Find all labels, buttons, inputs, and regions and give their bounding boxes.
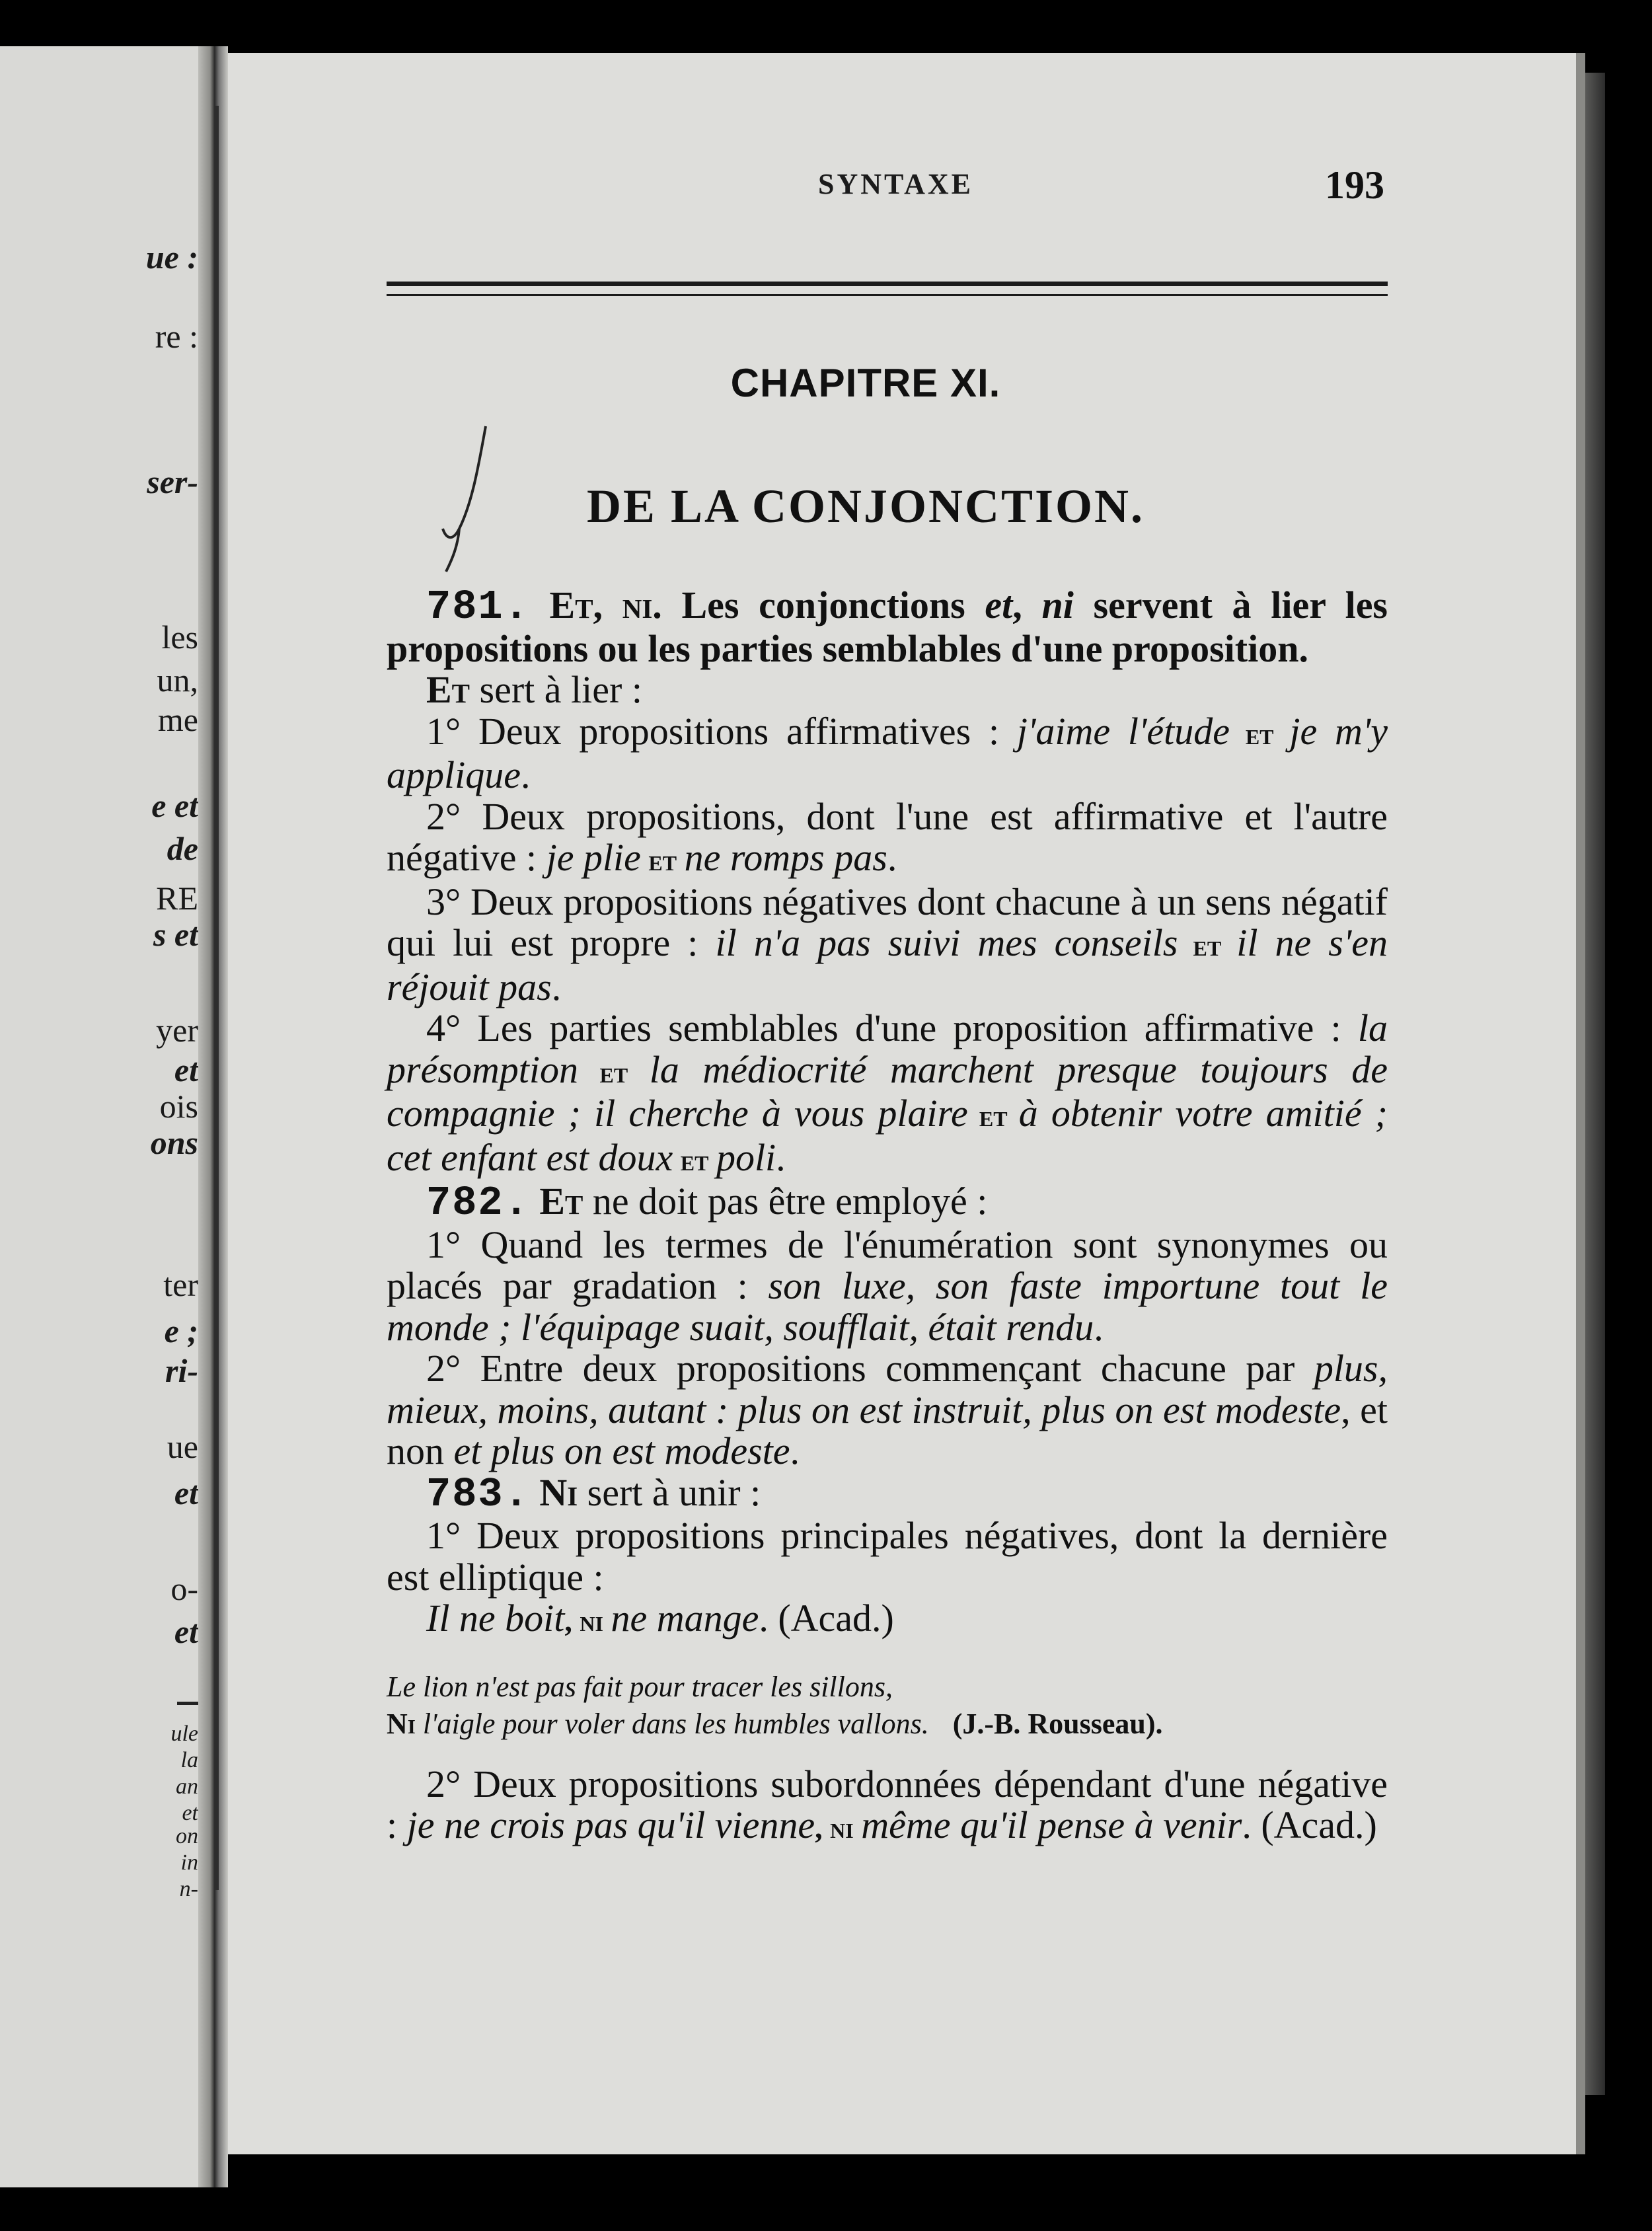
example: je m'y applique xyxy=(387,709,1388,796)
text-run: ni xyxy=(1041,584,1074,626)
text-run: sert à unir : xyxy=(578,1470,761,1514)
paragraph-number: 782. xyxy=(426,1180,530,1227)
running-head: SYNTAXE xyxy=(818,168,974,200)
facing-page-fragment: me xyxy=(157,701,198,738)
example: j'aime l'étude xyxy=(1016,709,1230,753)
small-caps-term: Et xyxy=(426,668,470,711)
verse-text: Le lion n'est pas fait pour tracer les sillons, xyxy=(387,1670,893,1703)
example: poli xyxy=(716,1135,776,1179)
item-783-1 xyxy=(387,1515,1388,1598)
verse-quotation xyxy=(387,1669,1388,1743)
item-2 xyxy=(387,796,1388,882)
paragraph-783 xyxy=(387,1472,1388,1516)
paragraph-number: 781. xyxy=(426,584,530,630)
text-run: servent à lier les propositions ou les parties semblables d'une proposition. xyxy=(387,584,1388,670)
text-run: . xyxy=(1094,1305,1104,1349)
text-run: . xyxy=(887,836,897,879)
chapter-number: CHAPITRE XI. xyxy=(730,361,1001,405)
facing-page-fragment: ons xyxy=(150,1124,198,1161)
conjunction: et xyxy=(1178,928,1237,962)
text-run: 2° Entre deux propositions commençant chacune par xyxy=(426,1347,1314,1390)
verse-line xyxy=(387,1669,1388,1706)
small-caps-term: Et xyxy=(539,1180,583,1223)
facing-page-fragment: et xyxy=(182,1801,198,1825)
small-caps-term: Ni xyxy=(539,1470,578,1514)
facing-page-fragment: et xyxy=(174,1474,198,1511)
conjunction: et xyxy=(967,1099,1019,1133)
text-run: et xyxy=(985,584,1013,626)
header-rule-thin xyxy=(387,294,1388,296)
example: Il ne boit xyxy=(426,1597,565,1640)
example: la médiocrité marchent presque toujours de compagnie ; il cherche à vous plaire xyxy=(387,1047,1388,1135)
facing-page-fragment: de xyxy=(167,830,198,867)
example: il ne s'en réjouit pas xyxy=(387,921,1388,1008)
item-4 xyxy=(387,1008,1388,1181)
paragraph-et-sert xyxy=(387,669,1388,711)
conjunction: et xyxy=(640,843,685,877)
item-3 xyxy=(387,882,1388,1008)
facing-page-fragment: ue : xyxy=(145,239,198,276)
facing-page-fragment: yer xyxy=(156,1012,198,1049)
facing-page-fragment: o- xyxy=(170,1570,198,1607)
example: ne romps pas xyxy=(684,836,887,879)
text-run: . (Acad.) xyxy=(759,1597,894,1640)
item-783-2 xyxy=(387,1764,1388,1849)
paragraph-782 xyxy=(387,1181,1388,1225)
verse-line xyxy=(387,1706,1388,1743)
chapter-title: DE LA CONJONCTION. xyxy=(586,480,1145,533)
conjunction: et xyxy=(673,1143,716,1177)
text-run: 4° Les parties semblables d'une proposition affirmative : xyxy=(426,1006,1358,1049)
facing-page-fragment: un, xyxy=(157,662,198,699)
facing-page-fragment: on xyxy=(176,1824,198,1848)
conjunction: et xyxy=(1230,716,1290,751)
facing-page-fragment: ser- xyxy=(147,463,198,500)
facing-page-fragment: ois xyxy=(159,1088,198,1125)
facing-page-fragment: re : xyxy=(155,318,198,355)
text-run: . xyxy=(790,1429,800,1472)
page-body xyxy=(387,585,1388,1849)
text-run: 1° Quand les termes de l'énumération sont synonymes ou placés par gradation : xyxy=(387,1223,1388,1307)
conjunction: , ni xyxy=(564,1604,611,1638)
text-run: . xyxy=(551,965,562,1008)
facing-page-fragment: la xyxy=(180,1748,198,1772)
facing-page-fragment: RE xyxy=(156,880,198,917)
item-1 xyxy=(387,711,1388,796)
paragraph-heading: Et, ni. xyxy=(549,584,662,626)
text-run: . (Acad.) xyxy=(1242,1803,1377,1846)
text-run: 2° Deux propositions, dont l'une est affirmative et l'autre négative : xyxy=(387,794,1388,879)
facing-page-fragment: ter xyxy=(163,1266,198,1303)
small-caps-term: Ni xyxy=(387,1707,416,1740)
example: son luxe, son faste importune tout le monde ; l'équipage suait, soufflait, était rendu xyxy=(387,1264,1388,1349)
facing-page-fragment: et xyxy=(174,1613,198,1650)
verse-text: l'aigle pour voler dans les humbles vallons. xyxy=(415,1707,929,1740)
facing-page-fragment: ri- xyxy=(165,1352,198,1389)
facing-page-fragment: e et xyxy=(151,787,198,824)
paragraph-781 xyxy=(387,585,1388,669)
example: il n'a pas suivi mes conseils xyxy=(715,921,1178,964)
example: je ne crois pas qu'il vienne xyxy=(406,1803,815,1846)
example: même qu'il pense à venir xyxy=(861,1803,1242,1846)
text-run: 1° Deux propositions principales négatives, dont la dernière est elliptique : xyxy=(387,1514,1388,1599)
header-rule-thick xyxy=(387,282,1388,286)
facing-page-fragment: et xyxy=(174,1051,198,1088)
text-run: , xyxy=(1012,584,1042,626)
text-run: 3° Deux propositions négatives dont chacune à un sens négatif qui lui est propre : xyxy=(387,880,1388,964)
item-782-1 xyxy=(387,1225,1388,1349)
text-run: sert à lier : xyxy=(470,668,642,711)
page-number: 193 xyxy=(1325,163,1384,207)
example: et plus on est modeste xyxy=(453,1429,790,1472)
example: ne mange xyxy=(611,1597,759,1640)
text-run: 2° Deux propositions subordonnées dépendant d'une négative : xyxy=(387,1762,1388,1846)
facing-page-fragment: an xyxy=(176,1774,198,1799)
example: la présomption xyxy=(387,1006,1388,1091)
text-run: . xyxy=(520,753,531,796)
facing-page-fragment: n- xyxy=(179,1877,198,1901)
example: plus, mieux, moins, autant : plus on est instruit, plus on est modeste xyxy=(387,1347,1388,1431)
verse-source: (J.-B. Rousseau). xyxy=(952,1707,1163,1740)
conjunction: , ni xyxy=(815,1811,862,1844)
facing-page-fragment: s et xyxy=(153,916,198,953)
text-run: 1° Deux propositions affirmatives : xyxy=(426,709,1017,753)
text-run: ne doit pas être employé : xyxy=(583,1180,988,1223)
text-run: . xyxy=(776,1135,786,1179)
conjunction: et xyxy=(578,1055,650,1089)
item-782-2 xyxy=(387,1348,1388,1472)
facing-page-fragment: ue xyxy=(167,1428,198,1465)
paragraph-number: 783. xyxy=(426,1470,530,1518)
facing-page-fragment: in xyxy=(180,1850,198,1875)
facing-page-fragment: les xyxy=(161,619,198,656)
example: je plie xyxy=(546,836,641,879)
text-run: Les conjonctions xyxy=(661,584,985,626)
item-783-1-example xyxy=(387,1598,1388,1642)
text-run: , et non xyxy=(387,1388,1388,1472)
facing-page-fragment: e ; xyxy=(164,1312,198,1349)
facing-page-fragment: ule xyxy=(170,1721,198,1746)
example: à obtenir votre amitié ; cet enfant est doux xyxy=(387,1092,1388,1179)
